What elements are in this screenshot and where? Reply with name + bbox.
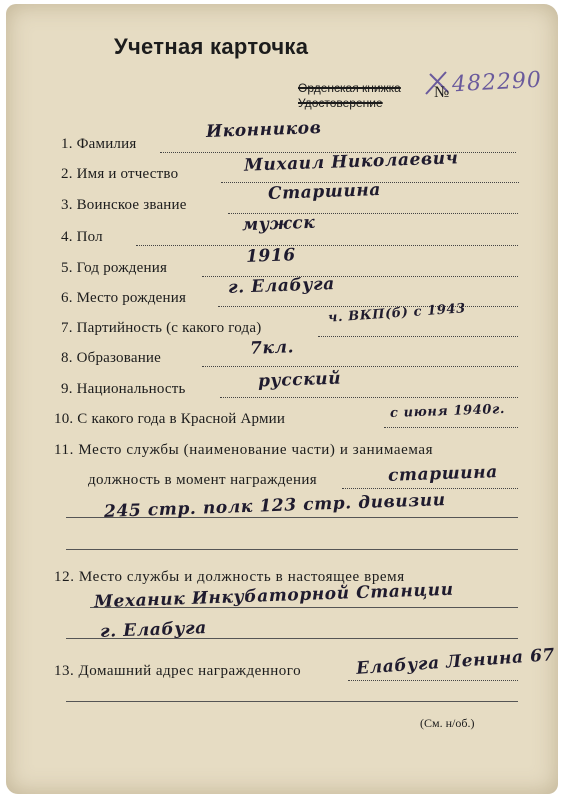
field-education-value: 7кл. xyxy=(249,337,295,359)
field-party-label: 7. Партийность (с какого года) xyxy=(61,320,262,336)
field-name-label: 2. Имя и отчество xyxy=(61,166,179,182)
field-nationality-label: 9. Национальность xyxy=(61,381,186,397)
field-army-year-line xyxy=(384,427,518,428)
card-title: Учетная карточка xyxy=(114,34,309,59)
certificate-label: Удостоверение xyxy=(298,96,383,110)
field-sex-value: мужск xyxy=(241,212,316,236)
field-party-line xyxy=(318,336,518,337)
field-address-label: 13. Домашний адрес награжденного xyxy=(54,663,302,679)
field-service-value-line1: старшина xyxy=(387,462,499,486)
field-name-value: Михаил Николаевич xyxy=(243,148,459,176)
order-book-label: Орденская книжка xyxy=(298,81,401,95)
field-sex-line xyxy=(136,245,518,246)
field-service-label-line1: 11. Место службы (наименование части) и занимаемая xyxy=(54,442,434,458)
field-birthplace-line xyxy=(218,306,518,307)
field-service-value-line2: 245 стр. полк 123 стр. дивизии xyxy=(103,490,447,522)
number-sign: № xyxy=(434,84,450,101)
field-sex-label: 4. Пол xyxy=(61,229,103,245)
document-number: 482290 xyxy=(451,67,543,98)
field-current-service-label: 12. Место службы и должность в настоящее время xyxy=(54,569,405,585)
field-service-label-line2: должность в момент награждения xyxy=(88,472,318,488)
field-current-service-value-line2: г. Елабуга xyxy=(99,618,208,642)
field-service-line1 xyxy=(342,488,518,489)
field-address-line2 xyxy=(66,701,518,702)
field-army-year-label: 10. С какого года в Красной Армии xyxy=(54,411,286,427)
field-address-value: Елабуга Ленина 67 xyxy=(355,645,556,679)
field-rank-value: Старшина xyxy=(267,180,382,204)
field-education-line xyxy=(202,366,518,367)
field-birth-year-label: 5. Год рождения xyxy=(61,260,168,276)
field-surname-value: Иконников xyxy=(205,117,322,143)
registration-card xyxy=(6,4,558,794)
field-rank-label: 3. Воинское звание xyxy=(61,197,187,213)
see-reverse-note: (См. н/об.) xyxy=(420,716,475,730)
field-birthplace-value: г. Елабуга xyxy=(227,274,336,298)
field-party-value: ч. ВКП(б) с 1943 xyxy=(327,301,467,326)
field-army-year-value: с июня 1940г. xyxy=(389,401,506,422)
field-surname-label: 1. Фамилия xyxy=(61,136,137,152)
field-service-line3 xyxy=(66,549,518,550)
field-birthplace-label: 6. Место рождения xyxy=(61,290,187,306)
field-birth-year-value: 1916 xyxy=(245,245,297,267)
field-address-line xyxy=(348,680,518,681)
field-education-label: 8. Образование xyxy=(61,350,162,366)
field-nationality-line xyxy=(220,397,518,398)
field-current-service-value-line1: Механик Инкубаторной Станции xyxy=(93,579,454,613)
field-nationality-value: русский xyxy=(257,368,342,392)
